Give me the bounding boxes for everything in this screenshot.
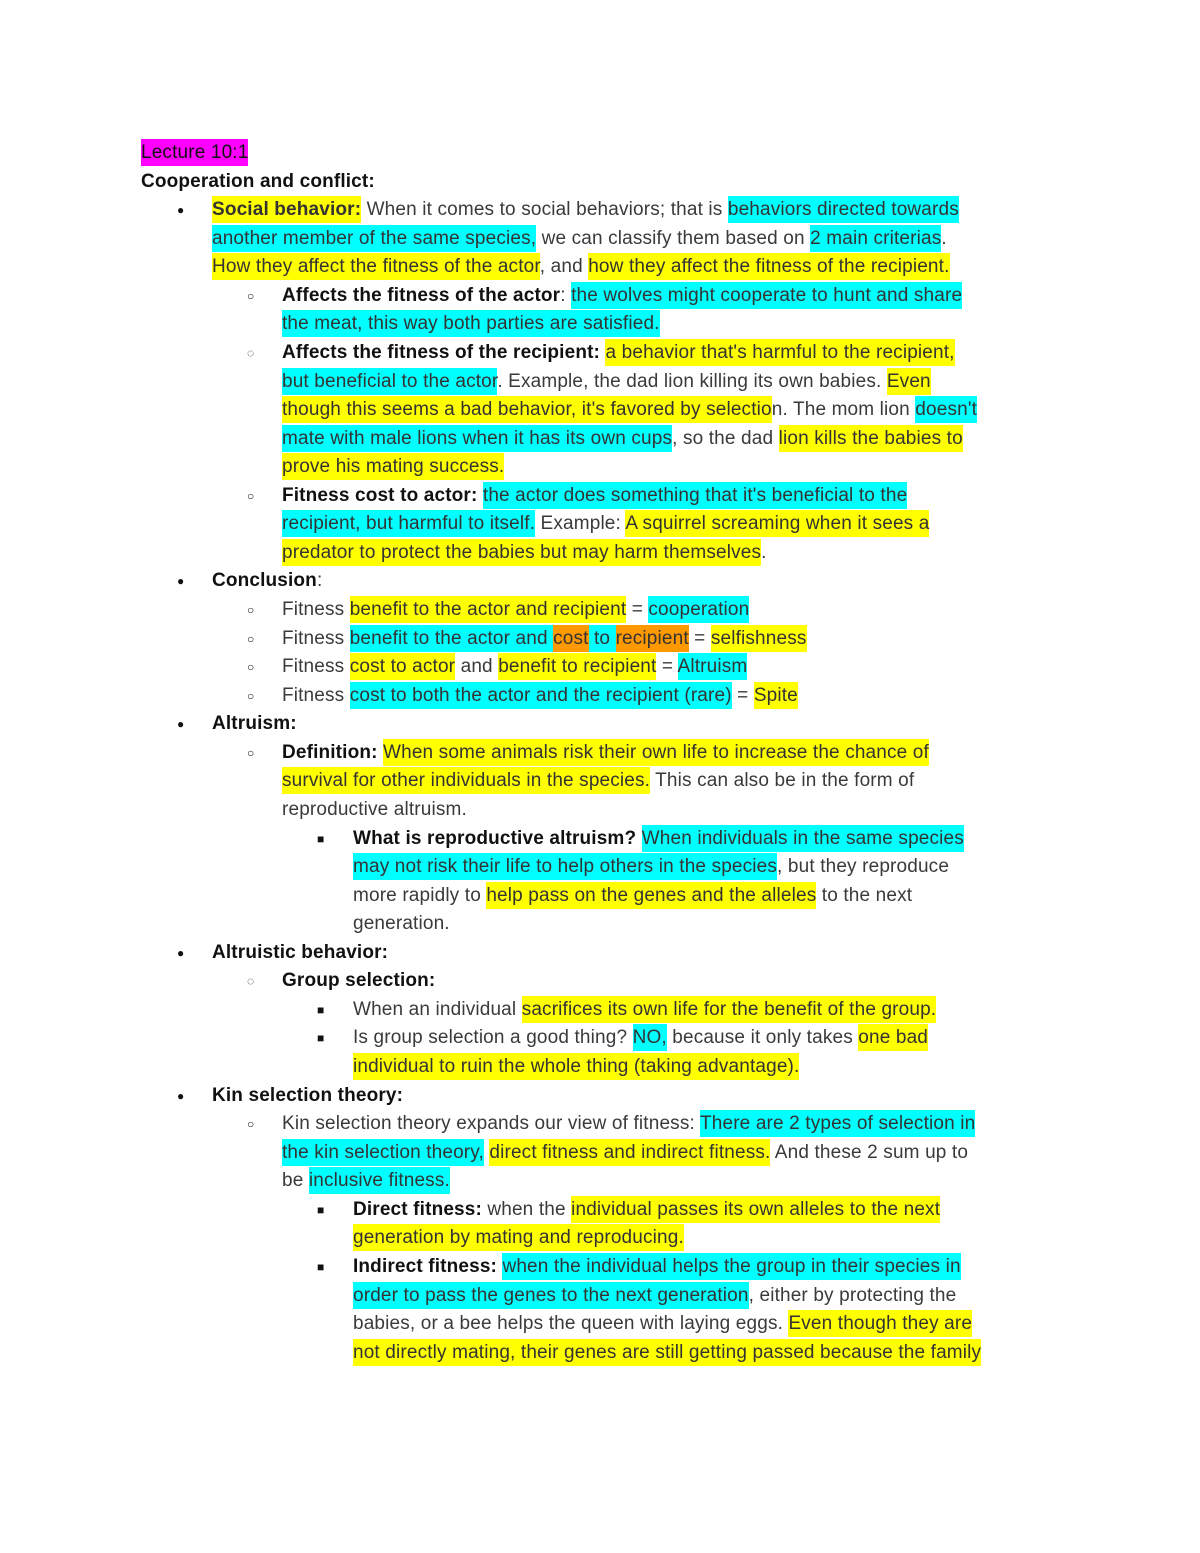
highlighted-text: prove his mating success.: [282, 453, 504, 480]
disc-bullet-icon: ●: [177, 717, 185, 732]
line-text: [282, 310, 660, 339]
text: generation.: [353, 913, 450, 935]
circle-bullet-icon: ○: [247, 1117, 255, 1132]
highlighted-text: Altruism: [678, 653, 748, 680]
line-text: [282, 510, 929, 539]
line-text: [353, 1339, 981, 1368]
bold-label: Conclusion: [212, 570, 317, 592]
line-text: [353, 1310, 972, 1339]
highlighted-text: one bad: [858, 1024, 928, 1051]
disc-bullet-icon: ●: [177, 1088, 185, 1103]
heading-line: [0, 139, 1200, 168]
dotted-bullet-icon: ◌: [247, 974, 255, 989]
list-item: [0, 482, 1200, 511]
bold-label: Cooperation and conflict:: [141, 170, 375, 192]
circle-bullet-icon: ○: [247, 603, 255, 617]
bold-label: Altruism:: [212, 713, 297, 735]
highlighted-text: doesn't: [915, 396, 977, 423]
highlighted-text: selfishness: [711, 625, 807, 652]
bold-label: Kin selection theory:: [212, 1084, 404, 1106]
highlighted-text: mate with male lions when it has its own cups: [282, 425, 672, 452]
list-item: [0, 939, 1200, 968]
text: because it only takes: [666, 1027, 859, 1049]
square-bullet-icon: ■: [317, 1202, 325, 1217]
list-item: [0, 1196, 1200, 1225]
text: Kin selection theory expands our view of fitness:: [282, 1113, 700, 1135]
list-item: [0, 996, 1200, 1025]
text: , either by protecting the: [748, 1284, 957, 1306]
highlighted-text: to: [589, 625, 616, 652]
text-line: [0, 453, 1200, 482]
highlighted-text: survival for other individuals in the species.: [282, 767, 650, 794]
text: =: [626, 599, 649, 620]
text: when the: [481, 1198, 572, 1220]
text-line: [0, 1139, 1200, 1168]
highlighted-text: the kin selection theory,: [282, 1139, 484, 1166]
text-line: [0, 1339, 1200, 1368]
circle-bullet-icon: ○: [247, 745, 255, 760]
line-text: [353, 1224, 684, 1253]
highlighted-text: may not risk their life to help others in the species: [353, 853, 777, 880]
highlighted-text: cost to both the actor and the recipient (rare): [350, 682, 732, 709]
line-text: [282, 368, 931, 397]
text: This can also be in the form of: [650, 770, 915, 792]
bold-label: What is reproductive altruism?: [353, 827, 637, 849]
text-line: [0, 510, 1200, 539]
highlighted-text: behaviors directed towards: [728, 196, 959, 223]
text: , and: [539, 256, 589, 278]
line-text: [282, 653, 747, 682]
highlighted-text: How they affect the fitness of the actor: [212, 253, 540, 280]
highlighted-text: predator to protect the babies but may harm themselves: [282, 539, 761, 566]
list-item: [0, 1110, 1200, 1139]
list-item: [0, 196, 1200, 225]
line-text: [212, 225, 947, 254]
list-item: [0, 339, 1200, 368]
highlighted-text: when the individual helps the group in their species in: [502, 1253, 960, 1280]
text: .: [941, 227, 947, 249]
highlighted-text: NO,: [633, 1024, 667, 1051]
text-line: [0, 910, 1200, 939]
circle-bullet-icon: ○: [247, 631, 255, 646]
line-text: [212, 710, 297, 739]
line-text: [353, 853, 949, 882]
bold-label: Definition:: [282, 741, 378, 763]
highlighted-text: Spite: [754, 682, 798, 709]
list-item: [0, 710, 1200, 739]
highlighted-text: sacrifices its own life for the benefit of the group.: [522, 996, 937, 1023]
text-line: [0, 1167, 1200, 1196]
line-text: [282, 482, 907, 511]
highlighted-text: There are 2 types of selection in: [700, 1110, 975, 1137]
square-bullet-icon: ■: [317, 831, 325, 846]
line-text: [282, 425, 963, 454]
document-page: [0, 139, 1200, 1367]
highlighted-text: but beneficial to the actor: [282, 368, 497, 395]
highlighted-text: When some animals risk their own life to increase the chance of: [383, 739, 929, 766]
bold-label: Affects the fitness of the actor: [282, 284, 561, 306]
highlighted-text: the actor does something that it's beneficial to the: [483, 482, 907, 509]
highlighted-text: cost to actor: [350, 653, 455, 680]
heading-line: [0, 168, 1200, 197]
text: Is group selection a good thing?: [353, 1027, 633, 1049]
highlighted-text: generation by mating and reproducing.: [353, 1224, 684, 1251]
text-line: [0, 1282, 1200, 1311]
text: =: [731, 684, 754, 706]
text: more rapidly to: [353, 884, 487, 906]
list-item: [0, 653, 1200, 682]
list-item: [0, 1082, 1200, 1111]
highlighted-text: individual to ruin the whole thing (taking advantage).: [353, 1053, 799, 1080]
text: , but they reproduce: [777, 856, 950, 878]
text-line: [0, 425, 1200, 454]
text: Fitness: [282, 599, 350, 620]
list-item: [0, 967, 1200, 996]
list-item: [0, 825, 1200, 854]
circle-bullet-icon: ○: [247, 660, 255, 675]
circle-bullet-icon: ○: [247, 688, 255, 703]
circle-bullet-icon: ○: [247, 288, 255, 303]
text: babies, or a bee helps the queen with laying eggs.: [353, 1313, 789, 1335]
text: And these 2 sum up to: [770, 1141, 969, 1163]
highlighted-text: recipient, but harmful to itself.: [282, 510, 535, 537]
highlighted-text: benefit to the actor and recipient: [350, 596, 627, 623]
text-line: [0, 853, 1200, 882]
line-text: [282, 596, 749, 625]
text: .: [761, 541, 767, 563]
highlighted-text: benefit to recipient: [498, 653, 656, 680]
highlighted-text: cooperation: [648, 596, 749, 623]
list-item: [0, 567, 1200, 596]
line-text: [212, 939, 388, 968]
text: . Example, the dad lion killing its own babies.: [497, 370, 887, 392]
highlighted-text: recipient: [616, 625, 689, 652]
square-bullet-icon: ■: [317, 1002, 325, 1017]
bold-label: Direct fitness:: [353, 1198, 482, 1220]
line-text: [282, 539, 767, 568]
text-line: [0, 253, 1200, 282]
line-text: [282, 1110, 975, 1139]
line-text: [212, 253, 950, 282]
highlighted-text: lion kills the babies to: [779, 425, 963, 452]
line-text: [353, 996, 936, 1025]
highlighted-text: the wolves might cooperate to hunt and share: [571, 282, 962, 309]
line-text: [353, 1253, 961, 1282]
disc-bullet-icon: ●: [177, 574, 185, 589]
line-text: [353, 1196, 940, 1225]
highlighted-text: how they affect the fitness of the recipient.: [588, 253, 949, 280]
text-line: [0, 1053, 1200, 1082]
text: =: [688, 627, 711, 649]
list-item: [0, 1024, 1200, 1053]
line-text: [282, 1139, 968, 1168]
text: n. The mom lion: [771, 399, 916, 421]
highlighted-text: 2 main criterias: [810, 225, 941, 252]
disc-bullet-icon: ●: [177, 203, 185, 218]
text: reproductive altruism.: [282, 798, 467, 820]
line-text: [282, 682, 798, 711]
text-line: [0, 539, 1200, 568]
text: When an individual: [353, 998, 522, 1020]
highlighted-text: cost: [553, 625, 588, 652]
line-text: [353, 910, 450, 939]
text: we can classify them based on: [536, 227, 811, 249]
line-text: [353, 1282, 956, 1311]
list-item: [0, 625, 1200, 654]
line-text: [282, 625, 807, 654]
bold-label: Affects the fitness of the recipient:: [282, 341, 601, 363]
list-item: [0, 682, 1200, 711]
highlighted-text: help pass on the genes and the alleles: [486, 882, 816, 909]
highlighted-text: a behavior that's harmful to the recipient,: [605, 339, 954, 366]
text: Fitness: [282, 627, 350, 649]
text-line: [0, 796, 1200, 825]
line-text: [282, 282, 962, 311]
text-line: [0, 1310, 1200, 1339]
highlighted-text: not directly mating, their genes are still getting passed because the family: [353, 1339, 981, 1366]
dotted-bullet-icon: ◌: [247, 345, 255, 360]
text-line: [0, 767, 1200, 796]
highlighted-text: Even: [887, 368, 931, 395]
line-text: [282, 453, 504, 482]
line-text: [282, 767, 914, 796]
line-text: [353, 882, 912, 911]
bold-label: Group selection:: [282, 970, 436, 992]
highlighted-text: A squirrel screaming when it sees a: [625, 510, 929, 537]
list-item: [0, 596, 1200, 625]
text: =: [656, 656, 678, 678]
text-line: [0, 368, 1200, 397]
text: to the next: [816, 884, 913, 906]
line-text: [212, 1082, 403, 1111]
list-item: [0, 1253, 1200, 1282]
highlighted-text: though this seems a bad behavior, it's favored by selectio: [282, 396, 772, 423]
highlighted-text: Even though they are: [788, 1310, 972, 1337]
highlighted-text: Lecture 10:1: [141, 139, 248, 166]
line-text: [212, 196, 959, 225]
line-text: [141, 139, 248, 168]
highlighted-text: inclusive fitness.: [309, 1167, 450, 1194]
line-text: [353, 1024, 928, 1053]
highlighted-text: order to pass the genes to the next generation: [353, 1282, 749, 1309]
text-line: [0, 1224, 1200, 1253]
text: :: [560, 284, 572, 306]
line-text: [212, 567, 322, 596]
text: [636, 825, 641, 852]
bold-label: Indirect fitness:: [353, 1255, 498, 1277]
line-text: [282, 339, 955, 368]
line-text: [353, 825, 964, 854]
square-bullet-icon: ■: [317, 1259, 325, 1274]
text-line: [0, 396, 1200, 425]
text: and: [455, 656, 499, 678]
text-line: [0, 310, 1200, 339]
highlighted-text: individual passes its own alleles to the next: [571, 1196, 940, 1223]
text: , so the dad: [672, 427, 779, 449]
text: Example:: [535, 513, 626, 535]
highlighted-text: When individuals in the same species: [642, 825, 964, 852]
line-text: [282, 967, 435, 996]
text: When it comes to social behaviors; that is: [361, 199, 728, 221]
circle-bullet-icon: ○: [247, 488, 255, 503]
text: Fitness: [282, 656, 350, 678]
line-text: [282, 739, 929, 768]
text: Fitness: [282, 684, 350, 706]
highlighted-text: another member of the same species,: [212, 225, 536, 252]
line-text: [353, 1053, 799, 1082]
list-item: [0, 739, 1200, 768]
highlighted-text: Social behavior:: [212, 196, 361, 223]
bold-label: Fitness cost to actor:: [282, 484, 478, 506]
text: be: [282, 1170, 309, 1192]
line-text: [282, 396, 977, 425]
highlighted-text: benefit to the actor and: [350, 625, 553, 652]
line-text: [141, 168, 375, 197]
highlighted-text: direct fitness and indirect fitness.: [489, 1139, 770, 1166]
square-bullet-icon: ■: [317, 1031, 325, 1046]
text-line: [0, 225, 1200, 254]
line-text: [282, 1167, 450, 1196]
text: :: [316, 570, 323, 592]
line-text: [282, 796, 467, 825]
disc-bullet-icon: ●: [177, 945, 185, 960]
bold-label: Altruistic behavior:: [212, 941, 389, 963]
text-line: [0, 882, 1200, 911]
highlighted-text: the meat, this way both parties are satisfied.: [282, 310, 660, 337]
list-item: [0, 282, 1200, 311]
